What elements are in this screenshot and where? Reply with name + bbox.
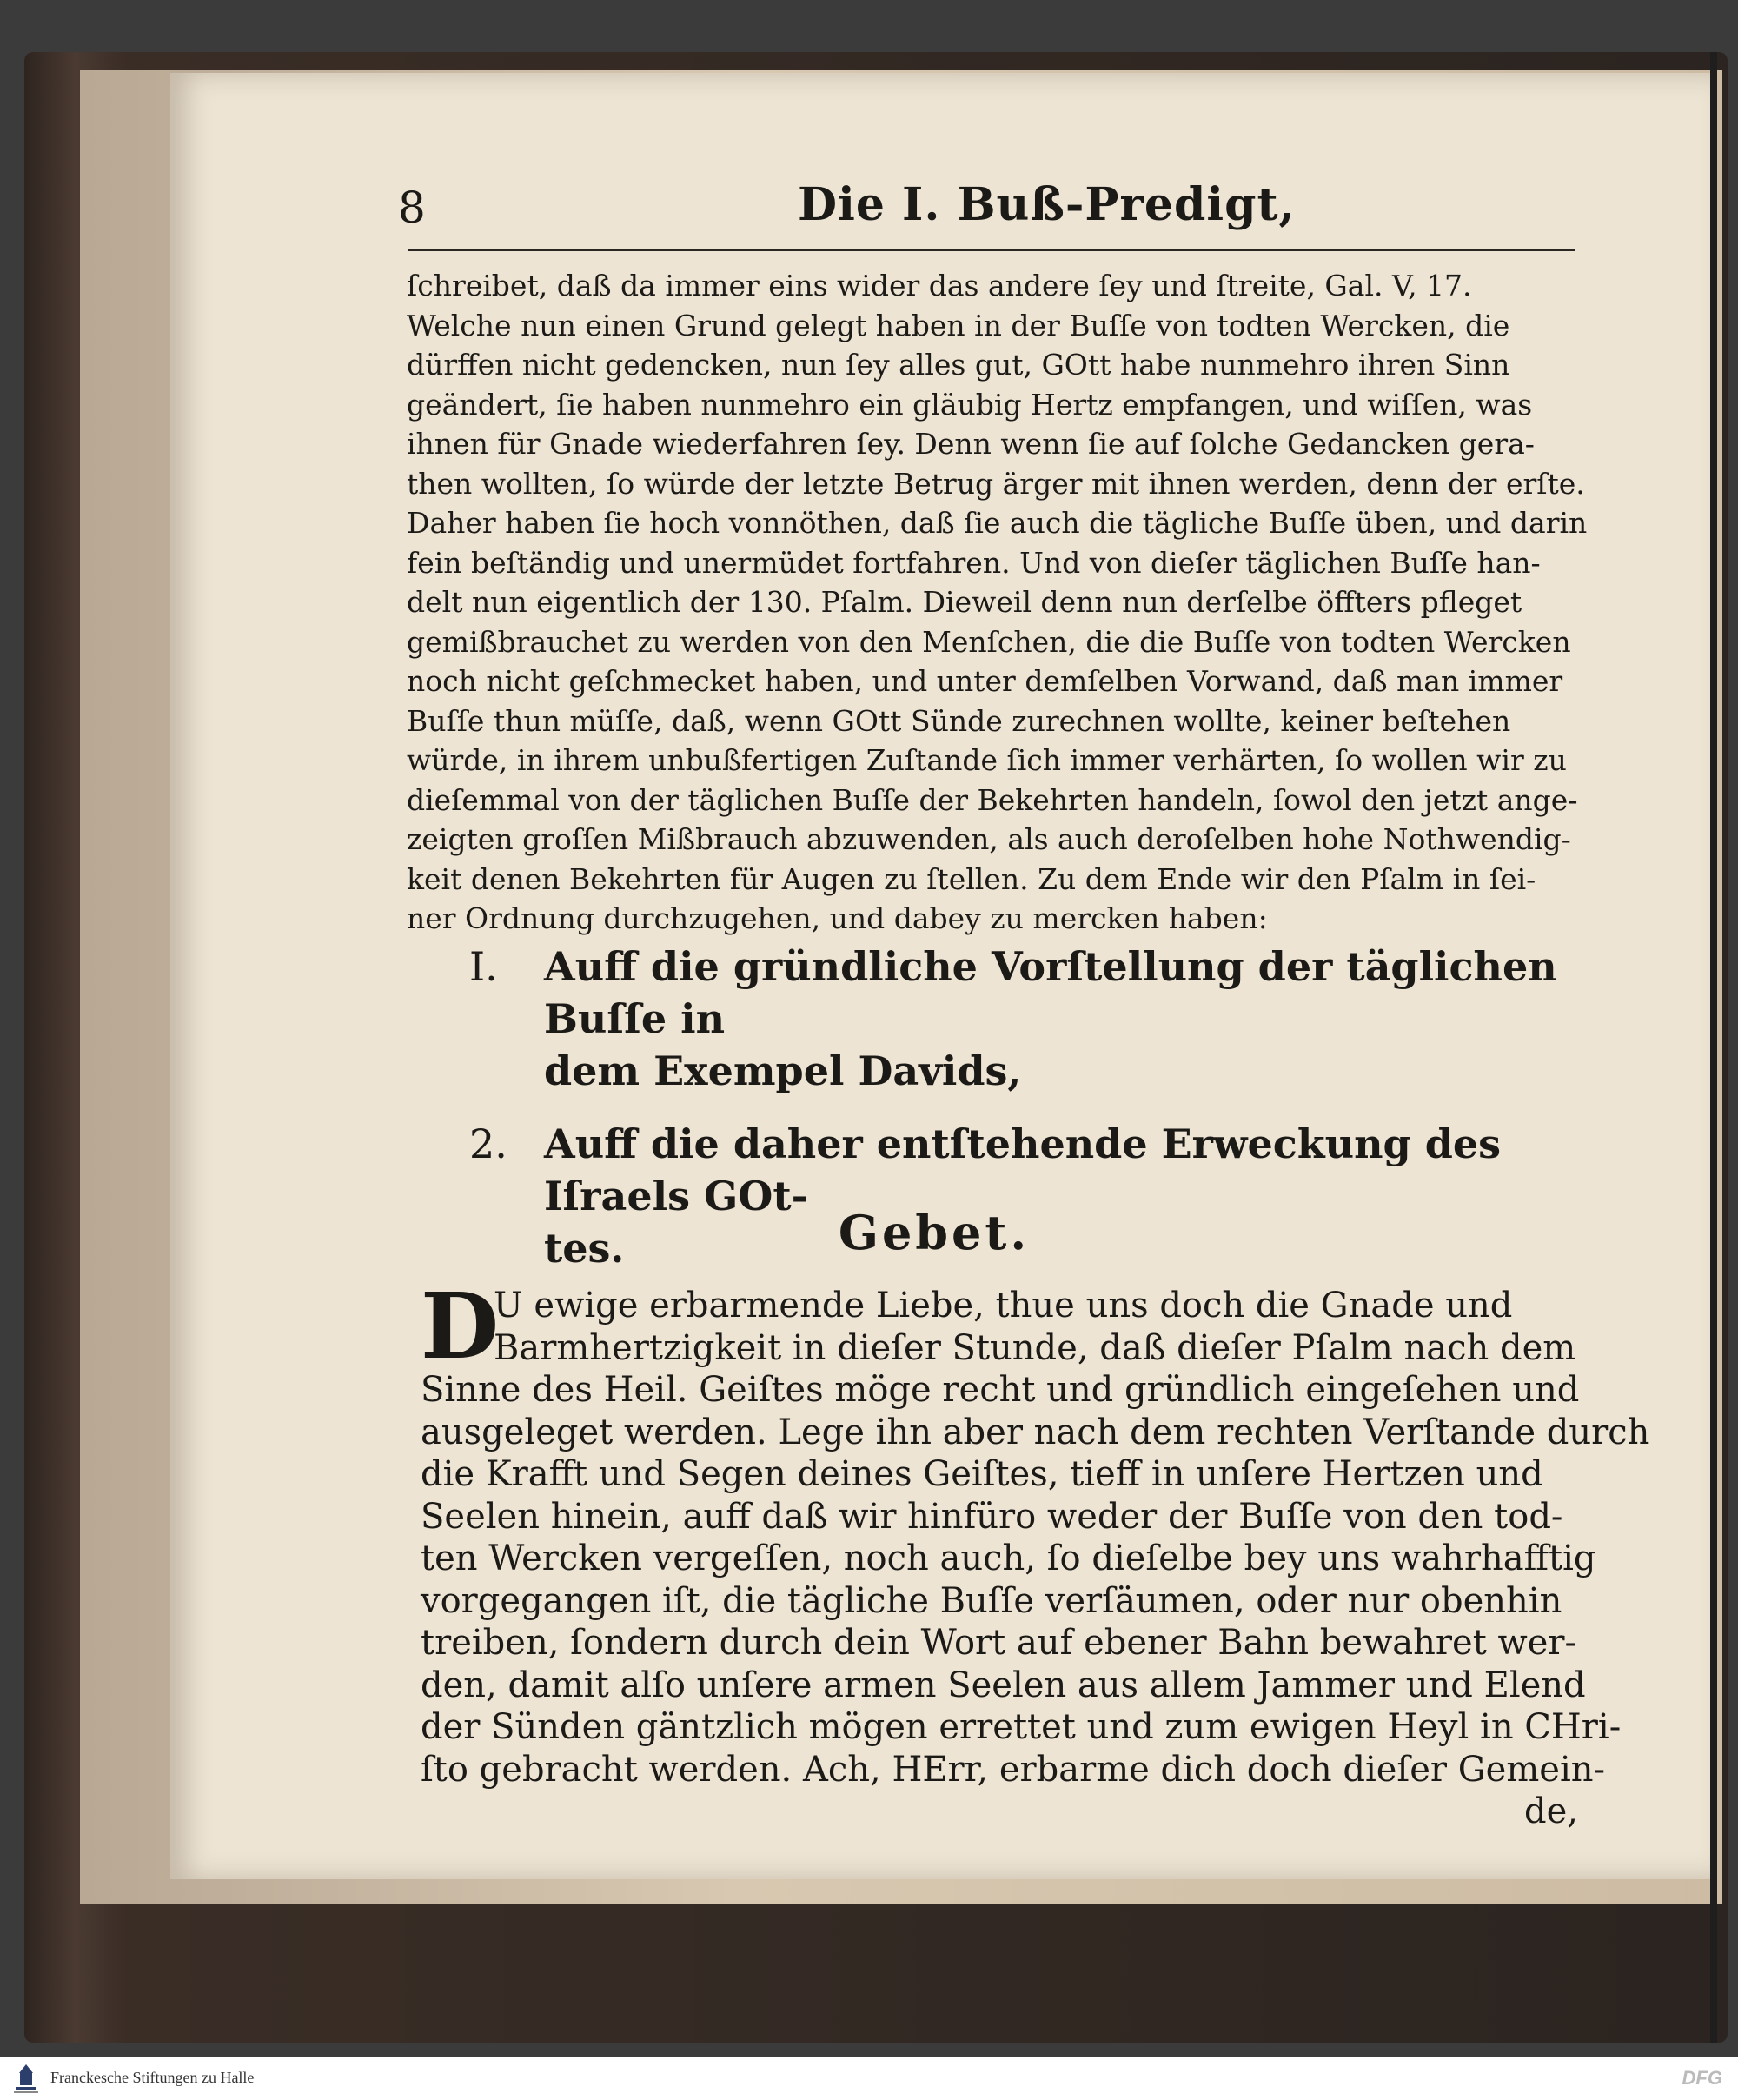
dfg-logo: DFG <box>1682 2067 1722 2089</box>
body-text <box>407 266 1588 939</box>
body-line: würde, in ihrem unbußfertigen Zuſtande ſich immer verhärten, ſo wollen wir zu <box>407 743 1567 777</box>
body-line: Daher haben ſie hoch vonnöthen, daß ſie auch die tägliche Buſſe üben, und darin <box>407 506 1588 540</box>
point-line: dem Exempel Davids, <box>544 1047 1022 1094</box>
prayer-line: ten Wercken vergeſſen, noch auch, ſo dieſelbe bey uns wahrhafftig <box>421 1538 1596 1578</box>
page-number: 8 <box>398 183 426 233</box>
body-line: keit denen Bekehrten für Augen zu ſtellen. Zu dem Ende wir den Pſalm in ſei- <box>407 861 1536 896</box>
point-number: I. <box>469 943 498 990</box>
body-line: dürffen nicht gedencken, nun ſey alles gut, GOtt habe nunmehro ihren Sinn <box>407 348 1510 382</box>
body-line: delt nun eigentlich der 130. Pſalm. Dieweil denn nun derſelbe öffters pfleget <box>407 585 1522 619</box>
body-line: geändert, ſie haben nunmehro ein gläubig Hertz empfangen, und wiſſen, was <box>407 387 1533 422</box>
running-head: Die I. Buß-Predigt, <box>798 178 1296 231</box>
body-line: noch nicht geſchmecket haben, und unter demſelben Vorwand, daß man immer <box>407 664 1563 698</box>
body-line: then wollten, ſo würde der letzte Betrug ärger mit ihnen werden, denn der erſte. <box>407 466 1585 501</box>
point-line: Auff die gründliche Vorſtellung der täglichen Buſſe in <box>544 943 1557 1042</box>
body-line: dieſemmal von der täglichen Buſſe der Bekehrten handeln, ſowol den jetzt ange- <box>407 782 1578 817</box>
body-line: ner Ordnung durchzugehen, und dabey zu mercken haben: <box>407 901 1268 935</box>
prayer-line: ausgeleget werden. Lege ihn aber nach dem rechten Verſtande durch <box>421 1412 1650 1452</box>
prayer-title: Gebet. <box>838 1205 1031 1260</box>
body-line: Welche nun einen Grund gelegt haben in der Buſſe von todten Wercken, die <box>407 308 1510 342</box>
point-line: tes. <box>544 1225 625 1272</box>
prayer-line: Seelen hinein, auff daß wir hinfüro weder der Buſſe von den tod- <box>421 1496 1563 1537</box>
point-item <box>469 940 1582 1097</box>
prayer-line: Barmhertzigkeit in dieſer Stunde, daß dieſer Pſalm nach dem <box>494 1327 1576 1368</box>
prayer-line: treiben, ſondern durch dein Wort auf ebener Bahn bewahret wer- <box>421 1623 1577 1663</box>
prayer-line: die Krafft und Segen deines Geiſtes, tieff in unſere Hertzen und <box>421 1454 1543 1494</box>
body-line: fein beſtändig und unermüdet fortfahren. Und von dieſer täglichen Buſſe han- <box>407 545 1541 580</box>
footer-bar <box>0 2057 1738 2100</box>
institution-logo-icon <box>9 2061 43 2096</box>
body-line: zeigten groſſen Mißbrauch abzuwenden, als auch deroſelben hohe Nothwendig- <box>407 822 1571 856</box>
prayer-line: vorgegangen iſt, die tägliche Buſſe verſäumen, oder nur obenhin <box>421 1580 1562 1621</box>
body-line: ihnen für Gnade wiederfahren ſey. Denn wenn ſie auf ſolche Gedancken gera- <box>407 427 1535 461</box>
institution-name: Franckesche Stiftungen zu Halle <box>50 2069 255 2086</box>
prayer-line: den, damit alſo unſere armen Seelen aus allem Jammer und Elend <box>421 1665 1586 1705</box>
body-line: Buſſe thun müſſe, daß, wenn GOtt Sünde zurechnen wollte, keiner beſtehen <box>407 703 1511 738</box>
point-line: Auff die daher entſtehende Erweckung des Iſraels GOt- <box>544 1120 1502 1219</box>
body-line: gemißbrauchet zu werden von den Menſchen, die die Buſſe von todten Wercken <box>407 624 1571 659</box>
page-gutter <box>1710 52 1717 2043</box>
body-line: ſchreibet, daß da immer eins wider das andere ſey und ſtreite, Gal. V, 17. <box>407 269 1472 302</box>
drop-cap-initial: D <box>421 1273 500 1379</box>
prayer-line: ſto gebracht werden. Ach, HErr, erbarme dich doch dieſer Gemein- <box>421 1749 1606 1790</box>
prayer-text <box>421 1273 1650 1833</box>
prayer-line: Sinne des Heil. Geiſtes möge recht und gründlich eingeſehen und <box>421 1370 1580 1410</box>
header-rule <box>408 249 1575 251</box>
catchword: de, <box>1524 1791 1578 1831</box>
point-number: 2. <box>469 1120 507 1167</box>
prayer-line: U ewige erbarmende Liebe, thue uns doch die Gnade und <box>494 1286 1513 1326</box>
prayer-line: der Sünden gäntzlich mögen errettet und zum ewigen Heyl in CHri- <box>421 1707 1622 1747</box>
